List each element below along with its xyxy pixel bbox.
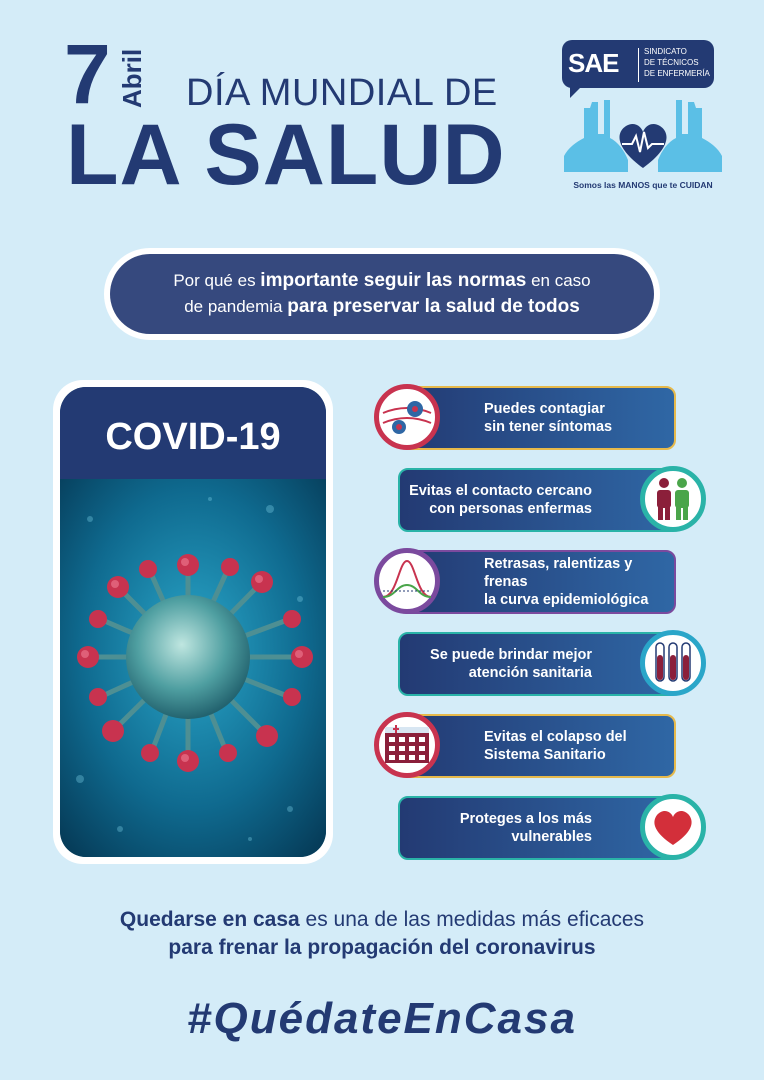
heart-icon xyxy=(640,794,706,860)
benefit-item-4: Se puede brindar mejor atención sanitaria xyxy=(398,632,680,696)
logo-divider xyxy=(638,48,639,82)
benefit-item-5: Evitas el colapso del Sistema Sanitario xyxy=(398,714,676,778)
hospital-icon xyxy=(374,712,440,778)
benefit-item-1: Puedes contagiar sin tener síntomas xyxy=(398,386,676,450)
intro-pill: Por qué es importante seguir las normas en caso de pandemia para preservar la salud de todos xyxy=(110,254,654,334)
benefit-item-3: Retrasas, ralentizas y frenas la curva epidemiológica xyxy=(398,550,676,614)
logo-brand: SAE xyxy=(568,48,619,78)
hashtag: #QuédateEnCasa xyxy=(187,994,577,1043)
benefit-item-2: Evitas el contacto cercano con personas enfermas xyxy=(398,468,680,532)
test-tubes-icon xyxy=(640,630,706,696)
date-month: Abril xyxy=(117,48,147,108)
logo-slogan: Somos las MANOS que te CUIDAN xyxy=(573,180,713,190)
curve-icon xyxy=(374,548,440,614)
covid-card xyxy=(60,387,326,857)
title-line-1: DÍA MUNDIAL DE xyxy=(186,72,498,114)
date-day: 7 xyxy=(64,27,109,121)
closing-message: Quedarse en casa es una de las medidas más eficaces para frenar la propagación del coronavirus xyxy=(119,908,645,959)
logo-subtitle: SINDICATO DE TÉCNICOS DE ENFERMERÍA xyxy=(644,47,710,78)
logo-bubble-tail xyxy=(570,86,582,98)
title-line-2: LA SALUD xyxy=(66,107,506,203)
covid-card-title: COVID-19 xyxy=(60,387,326,479)
benefit-item-6: Proteges a los más vulnerables xyxy=(398,796,680,860)
coronavirus-image xyxy=(60,479,326,857)
virus-icon xyxy=(374,384,440,450)
sae-logo xyxy=(558,40,728,200)
people-icon xyxy=(640,466,706,532)
hands-heart-icon xyxy=(558,98,728,178)
